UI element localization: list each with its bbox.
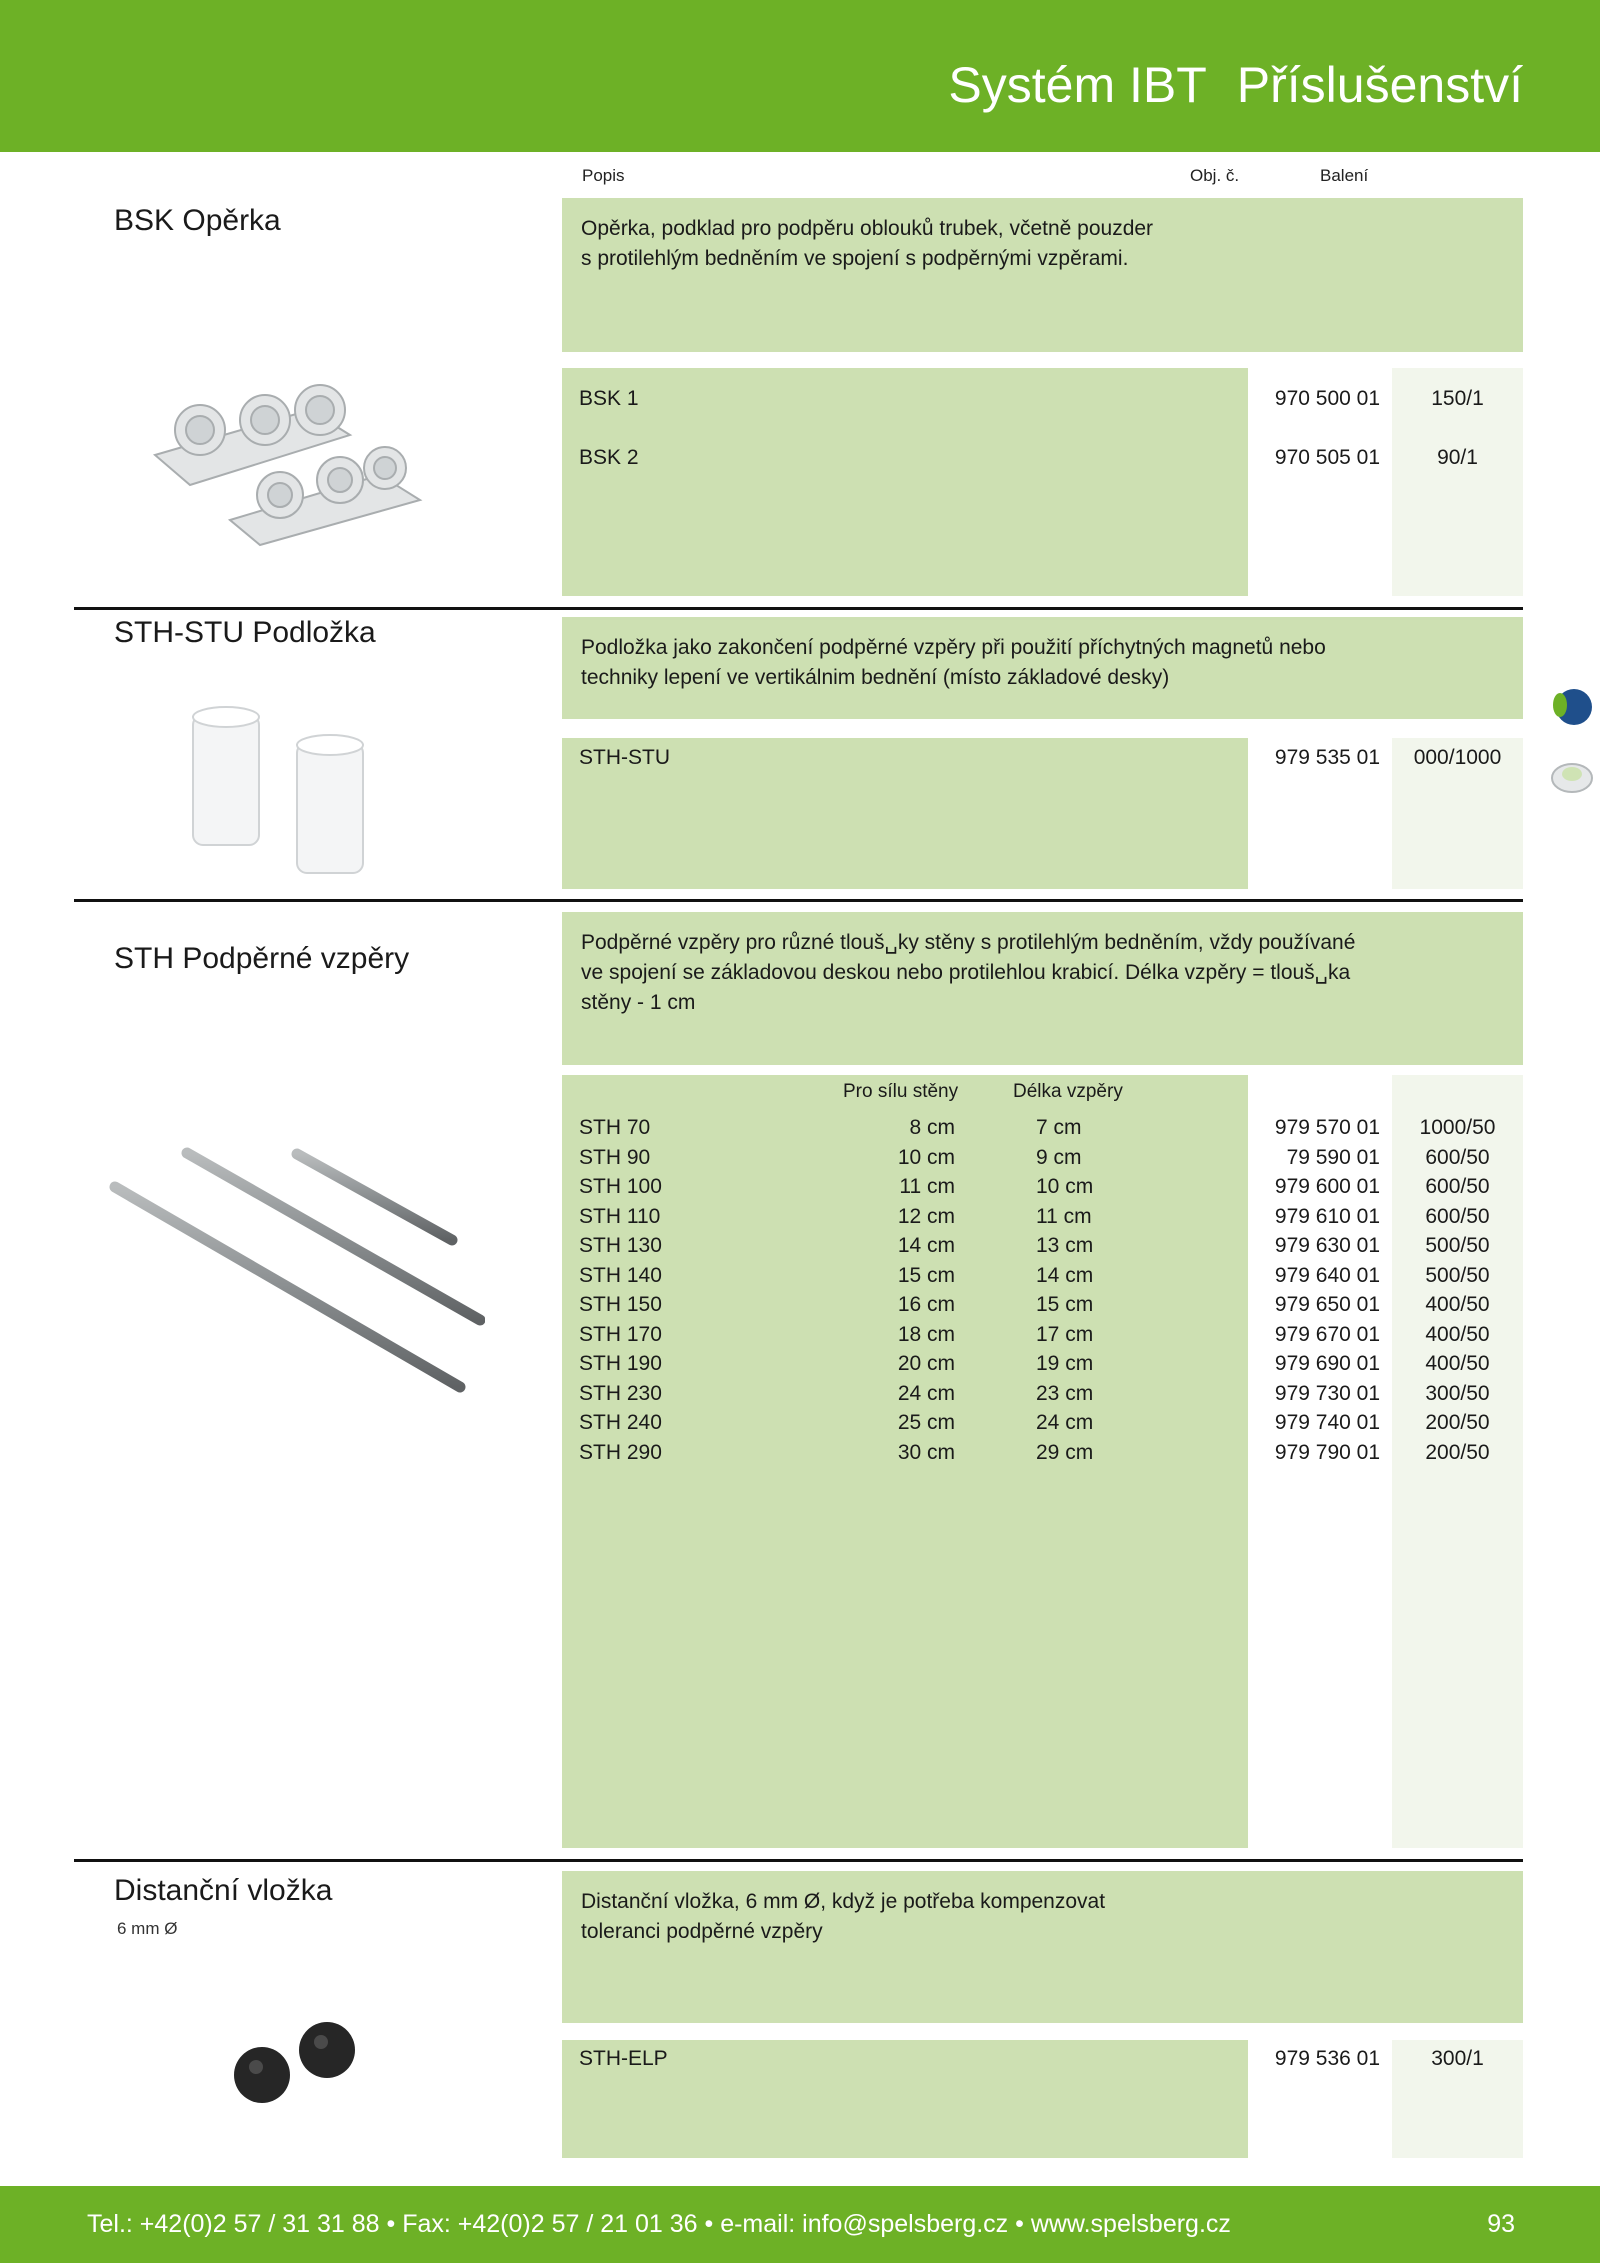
sth-row-bal: 600/50 xyxy=(1425,1205,1490,1228)
sth-row-wall: 15 cm xyxy=(897,1264,955,1287)
bsk-product-image xyxy=(150,380,430,550)
sth-row-name: STH 130 xyxy=(579,1234,662,1257)
sth-row-obj: 979 670 01 xyxy=(1274,1323,1380,1346)
sth-row-length: 9 cm xyxy=(1036,1146,1082,1169)
sth-row-obj: 979 740 01 xyxy=(1274,1411,1380,1434)
sth-row-name: STH 190 xyxy=(579,1352,662,1375)
sth-row-wall: 14 cm xyxy=(897,1234,955,1257)
sth-row-wall: 16 cm xyxy=(897,1293,955,1316)
sth-row-name: STH 90 xyxy=(579,1146,651,1169)
sth-row-name: STH 170 xyxy=(579,1323,662,1346)
sthstu-title: STH-STU Podložka xyxy=(114,616,376,649)
sth-row-bal: 200/50 xyxy=(1425,1411,1490,1434)
magnet-icon xyxy=(1548,683,1594,729)
sth-row-wall: 18 cm xyxy=(897,1323,955,1346)
section-divider xyxy=(74,899,1523,902)
sth-desc-line2: ve spojení se základovou deskou nebo protilehlou krabicí. Délka vzpěry = tlouš␣ka xyxy=(581,961,1351,984)
header-section: Příslušenství xyxy=(1236,57,1523,113)
page-number: 93 xyxy=(1487,2210,1515,2238)
elp-row-1-obj: 979 536 01 xyxy=(1274,2047,1380,2070)
bsk-row-2-obj: 970 505 01 xyxy=(1274,446,1380,469)
sth-product-image xyxy=(105,1140,485,1400)
sth-row-length: 11 cm xyxy=(1036,1205,1092,1228)
col-head-popis: Popis xyxy=(582,166,625,185)
sth-row-obj: 979 610 01 xyxy=(1274,1205,1380,1228)
sth-row-length: 24 cm xyxy=(1036,1411,1094,1434)
bsk-desc-line1: Opěrka, podklad pro podpěru oblouků trubek, včetně pouzder xyxy=(581,217,1154,240)
sth-row-name: STH 70 xyxy=(579,1116,651,1139)
sth-row-bal: 500/50 xyxy=(1425,1264,1490,1287)
footer-contact: Tel.: +42(0)2 57 / 31 31 88 • Fax: +42(0)2 57 / 21 01 36 • e-mail: info@spelsberg.cz • www.spelsberg.cz xyxy=(87,2210,1231,2238)
sth-row-bal: 500/50 xyxy=(1425,1234,1490,1257)
sth-row-wall: 25 cm xyxy=(897,1411,955,1434)
sth-subhead-length: Délka vzpěry xyxy=(1013,1081,1123,1102)
bsk-row-2-name: BSK 2 xyxy=(579,446,639,469)
page-footer xyxy=(0,2186,1600,2263)
elp-desc-line2: toleranci podpěrné vzpěry xyxy=(581,1920,823,1943)
sth-description xyxy=(562,912,1523,1065)
sthstu-row-1-obj: 979 535 01 xyxy=(1274,746,1380,769)
sth-row-obj: 979 730 01 xyxy=(1274,1382,1380,1405)
sth-row-wall: 20 cm xyxy=(897,1352,955,1375)
sthstu-row-1-name: STH-STU xyxy=(579,746,670,769)
sth-row-bal: 1000/50 xyxy=(1419,1116,1496,1139)
elp-product-image xyxy=(228,2015,368,2115)
sth-row-length: 23 cm xyxy=(1036,1382,1094,1405)
sth-row-length: 17 cm xyxy=(1036,1323,1094,1346)
page-header xyxy=(0,0,1600,152)
elp-row-1-bal: 300/1 xyxy=(1431,2047,1484,2070)
sth-row-wall: 8 cm xyxy=(909,1116,955,1139)
sth-row-wall: 10 cm xyxy=(897,1146,955,1169)
sth-row-length: 7 cm xyxy=(1036,1116,1082,1139)
bsk-data-box xyxy=(562,368,1248,596)
sth-row-bal: 600/50 xyxy=(1425,1146,1490,1169)
elp-description xyxy=(562,1871,1523,2023)
section-divider xyxy=(74,1859,1523,1862)
sth-row-length: 13 cm xyxy=(1036,1234,1094,1257)
sth-row-name: STH 110 xyxy=(579,1205,661,1228)
sth-row-obj: 79 590 01 xyxy=(1286,1146,1380,1169)
elp-title: Distanční vložka xyxy=(114,1874,333,1907)
sth-row-name: STH 140 xyxy=(579,1264,662,1287)
bsk-title: BSK Opěrka xyxy=(114,204,281,237)
sth-row-length: 14 cm xyxy=(1036,1264,1094,1287)
sth-row-wall: 30 cm xyxy=(897,1441,955,1464)
sth-desc-line1: Podpěrné vzpěry pro různé tlouš␣ky stěny s protilehlým bedněním, vždy používané xyxy=(581,931,1356,954)
sthstu-desc-line2: techniky lepení ve vertikálnim bednění (místo základové desky) xyxy=(581,666,1170,689)
sth-row-bal: 300/50 xyxy=(1425,1382,1490,1405)
bsk-row-2-bal: 90/1 xyxy=(1437,446,1478,469)
sth-row-name: STH 100 xyxy=(579,1175,662,1198)
sth-row-name: STH 290 xyxy=(579,1441,662,1464)
header-system: Systém IBT xyxy=(948,57,1207,113)
sth-row-length: 10 cm xyxy=(1036,1175,1094,1198)
sth-row-length: 19 cm xyxy=(1036,1352,1094,1375)
sth-row-obj: 979 630 01 xyxy=(1274,1234,1380,1257)
sth-row-length: 29 cm xyxy=(1036,1441,1094,1464)
section-divider xyxy=(74,607,1523,610)
sth-row-name: STH 240 xyxy=(579,1411,662,1434)
sthstu-desc-line1: Podložka jako zakončení podpěrné vzpěry při použití příchytných magnetů nebo xyxy=(581,636,1326,659)
bsk-row-1-name: BSK 1 xyxy=(579,387,639,410)
sthstu-row-1-bal: 000/1000 xyxy=(1413,746,1502,769)
sth-row-obj: 979 650 01 xyxy=(1274,1293,1380,1316)
col-head-baleni: Balení xyxy=(1320,166,1369,185)
bsk-desc-line2: s protilehlým bedněním ve spojení s podpěrnými vzpěrami. xyxy=(581,247,1129,270)
sth-row-wall: 11 cm xyxy=(899,1175,955,1198)
sth-row-obj: 979 570 01 xyxy=(1274,1116,1380,1139)
sth-row-obj: 979 690 01 xyxy=(1274,1352,1380,1375)
sth-row-bal: 200/50 xyxy=(1425,1441,1490,1464)
bsk-row-1-obj: 970 500 01 xyxy=(1274,387,1380,410)
sthstu-product-image xyxy=(185,705,375,880)
sth-desc-line3: stěny - 1 cm xyxy=(581,991,696,1014)
header-title xyxy=(948,56,1523,114)
support-plate-icon xyxy=(1548,752,1594,798)
elp-row-1-name: STH-ELP xyxy=(579,2047,668,2070)
sth-row-bal: 400/50 xyxy=(1425,1323,1490,1346)
sth-row-bal: 400/50 xyxy=(1425,1293,1490,1316)
sth-row-obj: 979 790 01 xyxy=(1274,1441,1380,1464)
sth-row-wall: 12 cm xyxy=(897,1205,955,1228)
col-head-obj: Obj. č. xyxy=(1190,166,1240,185)
sth-subhead-wall: Pro sílu stěny xyxy=(843,1081,959,1102)
sth-row-wall: 24 cm xyxy=(897,1382,955,1405)
sthstu-description xyxy=(562,617,1523,719)
sth-row-name: STH 150 xyxy=(579,1293,662,1316)
sth-row-bal: 400/50 xyxy=(1425,1352,1490,1375)
bsk-description xyxy=(562,198,1523,352)
elp-desc-line1: Distanční vložka, 6 mm Ø, když je potřeba kompenzovat xyxy=(581,1890,1106,1913)
sth-row-bal: 600/50 xyxy=(1425,1175,1490,1198)
sth-row-length: 15 cm xyxy=(1036,1293,1094,1316)
sth-row-name: STH 230 xyxy=(579,1382,662,1405)
elp-subtitle: 6 mm Ø xyxy=(117,1919,178,1938)
sth-title: STH Podpěrné vzpěry xyxy=(114,942,410,975)
bsk-row-1-bal: 150/1 xyxy=(1431,387,1484,410)
sth-row-obj: 979 600 01 xyxy=(1274,1175,1380,1198)
sth-row-obj: 979 640 01 xyxy=(1274,1264,1380,1287)
